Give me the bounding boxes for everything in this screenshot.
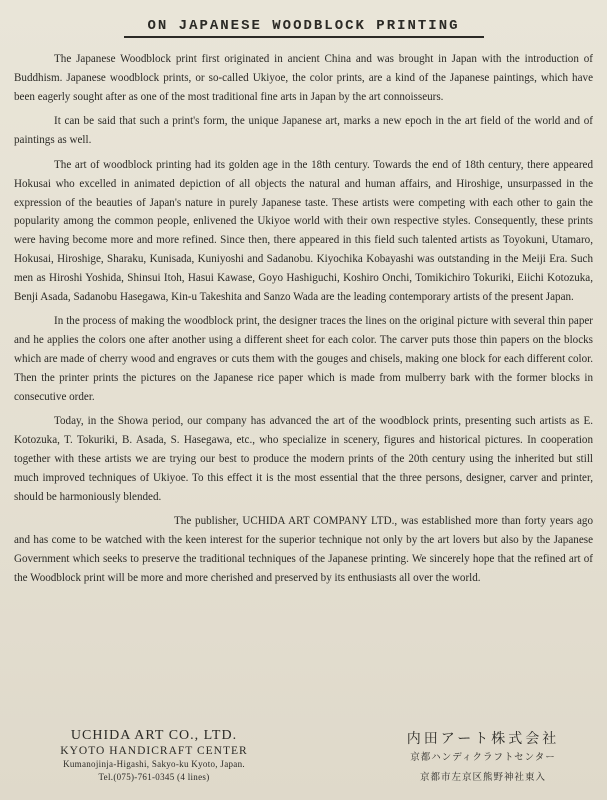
paragraph-process: In the process of making the woodblock print, the designer traces the lines on the original picture with several thin paper and he applies the colors one after another using a different sheet for each color. The carver puts those thin papers on the blocks which are made of cherry wood and engraves or cuts them with the gouges and chisels, making one block for each different color. Then the printer prints the pictures on the Japanese rice paper which is made from mulberry bark with the former blocks in consecutive order.: [14, 315, 593, 403]
paragraph-origin: The Japanese Woodblock print first originated in ancient China and was brought in Japan with the introduction of Buddhism. Japanese woodblock prints, or so-called Ukiyoe, the color prints, are a kind of the Japanese paintings, which have been eagerly sought after as one of the most traditional fine arts in Japan by the art connoisseurs.: [14, 53, 593, 103]
paragraph-showa-period: Today, in the Showa period, our company has advanced the art of the woodblock prints, presenting such artists as E. Kotozuka, T. Tokuriki, B. Asada, S. Hasegawa, etc., who specialize in scenery, figures and historical pictures. In cooperation together with these artists we are trying our best to produce the modern prints of the 20th century using the inherited but still much improved techniques of Ukiyoe. To this effect it is the most essential that the three persons, designer, carver and printer, should be harmoniously blended.: [14, 415, 593, 503]
center-name-en: KYOTO HANDICRAFT CENTER: [60, 745, 248, 757]
center-name-jp: 京都ハンディクラフトセンター: [410, 752, 556, 763]
document-body: [14, 50, 593, 588]
address-jp: 京都市左京区熊野神社東入: [419, 772, 546, 783]
telephone-en: Tel.(075)-761-0345 (4 lines): [98, 772, 210, 782]
address-en: Kumanojinja-Higashi, Sakyo-ku Kyoto, Japan.: [63, 759, 245, 769]
paragraph-new-epoch: It can be said that such a print's form, the unique Japanese art, marks a new epoch in the art field of the world and of paintings as well.: [14, 115, 593, 147]
footer-japanese: [373, 728, 593, 788]
footer: [14, 728, 593, 788]
document-title: ON JAPANESE WOODBLOCK PRINTING: [124, 18, 484, 38]
company-name-en: UCHIDA ART CO., LTD.: [70, 728, 238, 743]
paragraph-publisher: The publisher, UCHIDA ART COMPANY LTD., was established more than forty years ago and has come to be watched with the keen interest for the superior technique not only by the art lovers but also by the Japanese Government which seeks to preserve the traditional techniques of the Japanese printing. We sincerely hope that the refined art of the Woodblock print will be more and more cherished and preserved by its enthusiasts all over the world.: [14, 515, 593, 584]
paragraph-golden-age: The art of woodblock printing had its golden age in the 18th century. Towards the end of 18th century, there appeared Hokusai who excelled in animated depiction of all objects the natural and human affairs, and Hiroshige, unsurpassed in the expression of the beauties of Japan's nature in purely Japanese taste. These artists were competing with each other to gain the popularity among the common people, enlivened the Ukiyoe world with their own respective styles. Consequently, these prints were having become more and more refined. Since then, there appeared in this field such talented artists as Toyokuni, Utamaro, Hokusai, Hiroshige, Sharaku, Kunisada, Kuniyoshi and Sadanobu. Kiyochika Kobayashi was outstanding in the Meiji Era. Such men as Hiroshi Yoshida, Shinsui Itoh, Hasui Kawase, Goyo Hashiguchi, Koshiro Onchi, Tomikichiro Tokuriki, Eiichi Kotozuka, Benji Asada, Sadanobu Hasegawa, Kin-u Takeshita and Sanzo Wada are the leading contemporary artists of the present Japan.: [14, 158, 593, 303]
company-name-jp: 内田アート株式会社: [406, 731, 560, 747]
footer-english: [14, 728, 294, 788]
